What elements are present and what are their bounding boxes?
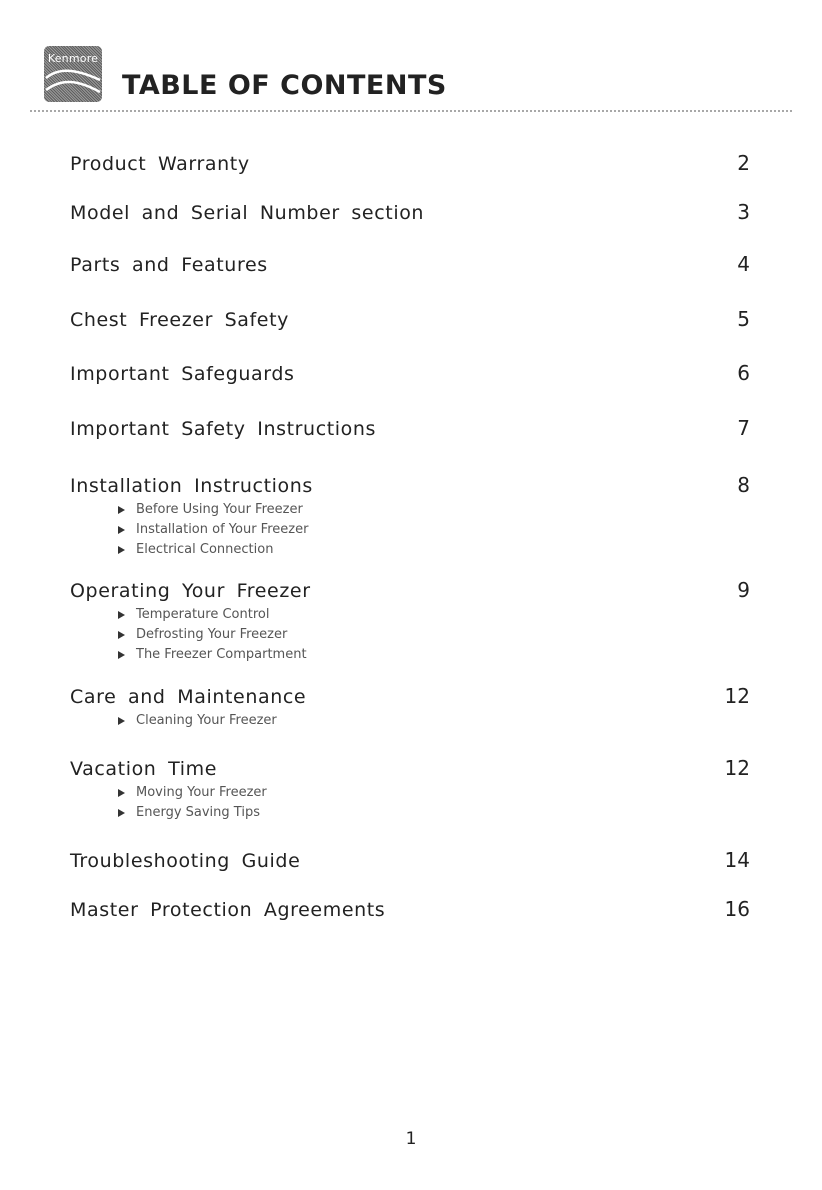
toc-subentry-label: Cleaning Your Freezer [136, 713, 277, 728]
toc-subentry-list [118, 500, 750, 560]
toc-entry[interactable] [70, 578, 750, 665]
toc-subentry-list [118, 711, 750, 731]
triangle-bullet-icon [118, 789, 125, 797]
toc-subentry-label: Before Using Your Freezer [136, 502, 303, 517]
toc-entry[interactable] [70, 252, 750, 276]
toc-entry[interactable] [70, 473, 750, 560]
toc-subentry-label: Energy Saving Tips [136, 805, 260, 820]
toc-subentry-list [118, 605, 750, 665]
toc-entry-label: Care and Maintenance [70, 686, 307, 708]
toc-entry-page: 12 [724, 684, 750, 708]
toc-entry-page: 9 [737, 578, 750, 602]
toc-entry[interactable] [70, 151, 750, 175]
toc-subentry[interactable] [118, 540, 750, 560]
toc-subentry[interactable] [118, 783, 750, 803]
toc-subentry-list [118, 783, 750, 823]
toc-entry[interactable] [70, 200, 750, 224]
toc-entry-page: 4 [737, 252, 750, 276]
toc-entry-label: Important Safety Instructions [70, 418, 377, 440]
toc-entry-page: 7 [737, 416, 750, 440]
triangle-bullet-icon [118, 506, 125, 514]
toc-entry[interactable] [70, 848, 750, 872]
triangle-bullet-icon [118, 526, 125, 534]
toc-subentry[interactable] [118, 520, 750, 540]
toc-entry-page: 2 [737, 151, 750, 175]
triangle-bullet-icon [118, 546, 125, 554]
toc-entry-page: 16 [724, 897, 750, 921]
page-number: 1 [405, 1129, 417, 1149]
triangle-bullet-icon [118, 611, 125, 619]
toc-subentry[interactable] [118, 625, 750, 645]
toc-entry-page: 14 [724, 848, 750, 872]
toc-entry[interactable] [70, 307, 750, 331]
triangle-bullet-icon [118, 631, 125, 639]
toc-entry-label: Vacation Time [70, 758, 217, 780]
logo-text: Kenmore [47, 52, 99, 65]
toc-entry-label: Product Warranty [70, 153, 250, 175]
toc-entry-label: Important Safeguards [70, 363, 295, 385]
toc-subentry-label: Defrosting Your Freezer [136, 627, 288, 642]
toc-entry-page: 6 [737, 361, 750, 385]
toc-subentry[interactable] [118, 500, 750, 520]
toc-subentry-label: Electrical Connection [136, 542, 274, 557]
toc-subentry-label: Moving Your Freezer [136, 785, 267, 800]
toc-entry[interactable] [70, 897, 750, 921]
toc-entry[interactable] [70, 361, 750, 385]
header-divider [30, 110, 792, 112]
toc-subentry-label: Temperature Control [136, 607, 270, 622]
toc-entry-label: Troubleshooting Guide [70, 850, 301, 872]
toc-subentry[interactable] [118, 711, 750, 731]
toc-entry-label: Installation Instructions [70, 475, 313, 497]
logo-swoosh-icon [44, 66, 102, 102]
toc-entry[interactable] [70, 684, 750, 731]
toc-entry-label: Model and Serial Number section [70, 202, 425, 224]
toc-entry[interactable] [70, 756, 750, 823]
toc-entry-page: 8 [737, 473, 750, 497]
toc-subentry[interactable] [118, 803, 750, 823]
toc-entry-label: Operating Your Freezer [70, 580, 311, 602]
toc-entry-page: 12 [724, 756, 750, 780]
toc-subentry[interactable] [118, 605, 750, 625]
page-title: TABLE OF CONTENTS [122, 70, 447, 101]
toc-entry-label: Chest Freezer Safety [70, 309, 289, 331]
toc-subentry-label: The Freezer Compartment [136, 647, 307, 662]
toc-entry[interactable] [70, 416, 750, 440]
triangle-bullet-icon [118, 809, 125, 817]
kenmore-logo [44, 46, 102, 102]
toc-subentry[interactable] [118, 645, 750, 665]
triangle-bullet-icon [118, 717, 125, 725]
toc-entry-label: Master Protection Agreements [70, 899, 386, 921]
toc-entry-label: Parts and Features [70, 254, 268, 276]
toc-subentry-label: Installation of Your Freezer [136, 522, 309, 537]
triangle-bullet-icon [118, 651, 125, 659]
toc-entry-page: 5 [737, 307, 750, 331]
toc-entry-page: 3 [737, 200, 750, 224]
